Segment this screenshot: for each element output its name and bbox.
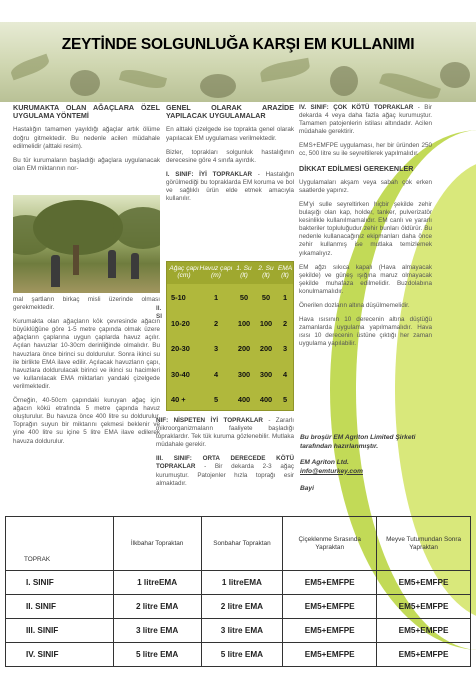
col3-paragraph-5: Önerilen dozların altına düşülmemelidir. bbox=[299, 301, 410, 309]
col2-heading: GENEL OLARAK ARAZİDE YAPILACAK UYGULAMALAR bbox=[166, 103, 294, 121]
class-4-text: IV. SINIF: ÇOK KÖTÜ TOPRAKLAR - Bir dekarda 4 veya daha fazla ağaç kurumuştur. Tamamen patojenlerin istilası altındadır. Acilen müdahale gerektirir. bbox=[299, 104, 433, 136]
schedule-row: II. SINIF 2 litre EMA 2 litre EMA EM5+EMFPE EM5+EMFPE bbox=[6, 595, 471, 619]
pool-table-header bbox=[167, 262, 293, 284]
dealer-label: Bayi bbox=[300, 485, 314, 492]
schedule-row: IV. SINIF 5 litre EMA 5 litre EMA EM5+EMFPE EM5+EMFPE bbox=[6, 643, 471, 667]
schedule-header-flowering: Çiçeklenme Sırasında Yapraktan bbox=[283, 517, 377, 571]
pool-header-pool: Havuz çapı (m) bbox=[199, 265, 233, 279]
column-1-cont bbox=[13, 296, 160, 452]
schedule-header-fruitset: Meyve Tutumundan Sonra Yapraktan bbox=[377, 517, 471, 571]
company-name: EM Agriton Ltd. bbox=[300, 459, 349, 466]
signature-block bbox=[300, 434, 435, 494]
col3-paragraph-2: Uygulamaları akşam veya sabah çok erken saatlerde yapınız. bbox=[299, 178, 432, 194]
column-3 bbox=[299, 104, 432, 354]
class-2-text: NIF: NİSPETEN İYİ TOPRAKLAR - Zararlı mikroorganizmaların faaliyete başladığı topraklardır. Tek tük kuruma gözlenebilir. Mutlaka müdahale gerekir. bbox=[156, 417, 295, 449]
column-2 bbox=[166, 104, 294, 209]
schedule-header-row bbox=[6, 517, 471, 571]
class-2-side-label: II. SI bbox=[156, 305, 162, 320]
application-schedule-table bbox=[5, 516, 471, 667]
schedule-corner-label: TOPRAK bbox=[6, 517, 114, 571]
schedule-row-label: I. SINIF bbox=[6, 571, 114, 595]
class-1-title: I. SINIF: İYİ TOPRAKLAR bbox=[166, 170, 253, 178]
col1-paragraph-3: mal şartların birkaç misli üzerinde olması gerekmektedir. bbox=[13, 296, 160, 312]
col3-paragraph-3: EM'yi sulle seyreltirken hiçbir şekilde zehir bulaşığı olan kap, holder, tanker, pulverizatör kesinlikle kullanılmamalıdır. EM canlı ve yararlı bakteriler topluluğudur zehir bunları öldürür. Bu nedenle kullanacağınız ekipmanları daha önce zehir kullanmış ise mutlaka temizlemek yıkamalıyız. bbox=[299, 200, 432, 257]
schedule-header-autumn: Sonbahar Topraktan bbox=[201, 517, 283, 571]
pool-row: 40 + 5 400 400 5 bbox=[171, 395, 288, 405]
schedule-row: III. SINIF 3 litre EMA 3 litre EMA EM5+EMFPE EM5+EMFPE bbox=[6, 619, 471, 643]
column-2-cont bbox=[156, 417, 294, 494]
schedule-header-spring: İlkbahar Topraktan bbox=[113, 517, 201, 571]
col1-paragraph-5: Örneğin, 40-50cm çapındaki kuruyan ağaç için ağacın kökü etrafında 5 metre çapında havuz oluşturulur. Bu havuza önce 400 litre su doldurulur. Toprağın suyun bir miktarını çekmesi beklenir ve yine 400 litre su içine 5 litre EMA ilave edilerek havuza doldurulur. bbox=[13, 397, 160, 445]
olive-banner bbox=[0, 22, 476, 102]
col2-paragraph-1: En alttaki çizelgede ise toprakta genel olarak yapılacak EM uygulaması verilmektedir. bbox=[166, 126, 294, 142]
company-email-link[interactable]: info@emturkey.com bbox=[300, 467, 363, 475]
pool-header-water2: 2. Su (lt) bbox=[258, 265, 274, 279]
schedule-row-label: II. SINIF bbox=[6, 595, 114, 619]
class-1-text: I. SINIF: İYİ TOPRAKLAR - Hastalığın görülmediği bu topraklarda EM koruma ve bol ve sağlıklı ürün elde etmek amacıyla kullanılır. bbox=[166, 170, 294, 203]
class-2-title: NIF: NİSPETEN İYİ TOPRAKLAR bbox=[156, 417, 263, 424]
class-3-title: III. SINIF: ORTA DERECEDE KÖTÜ TOPRAKLAR bbox=[156, 455, 294, 471]
col3-paragraph-4: EM ağzı sıkıca kapalı (Hava almayacak şekilde) ve güneş ışığına maruz olmayacak şekilde muhafaza edilmelidir. Buzdolabına konulmamalıdır. bbox=[299, 263, 432, 295]
schedule-row-label: III. SINIF bbox=[6, 619, 114, 643]
col1-paragraph-1: Hastalığın tamamen yayıldığı ağaçlar artık ölüme doğru gitmektedir. Bu nedenle acilen müdahale edilmelidir (alttaki resim). bbox=[13, 126, 160, 150]
schedule-row: I. SINIF 1 litreEMA 1 litreEMA EM5+EMFPE EM5+EMFPE bbox=[6, 571, 471, 595]
pool-header-tree: Ağaç çapı (cm) bbox=[169, 265, 199, 279]
col2-paragraph-2: Bizler, toprakları solgunluk hastalığının derecesine göre 4 sınıfa ayırdık. bbox=[166, 148, 294, 164]
column-1 bbox=[13, 104, 160, 173]
col3-paragraph-1: EMS+EMFPE uygulaması, her bir üründen 250 cc, 500 litre su ile seyreltilerek yapılmalıdır. bbox=[299, 142, 432, 158]
class-4-title: IV. SINIF: ÇOK KÖTÜ TOPRAKLAR bbox=[299, 104, 414, 111]
col1-heading: KURUMAKTA OLAN AĞAÇLARA ÖZEL UYGULAMA YÖNTEMİ bbox=[13, 103, 160, 121]
prepared-by-note: Bu broşür EM Agriton Limited Şirketi tarafından hazırlanmıştır. bbox=[300, 434, 416, 450]
col1-paragraph-4: Kurumakta olan ağaçların kök çevresinde ağacın büyüklüğüne göre 1-5 metre çapında olmak üzere ağaçların çaplarına uygun çaplarda havuz açılır. Açılan havuzlar 10-30cm derinliğinde olmalıdır. Bu havuzlara önce birinci su doldurulur. Sonra ikinci su ile birlikte EMA ilave edilir. Açılacak havuzların çapı, havuzlara doldurulacak birinci ve ikinci su hacimleri ve kullanılacak EMA miktarları yandaki çizelgede verilmektedir. bbox=[13, 318, 160, 390]
col3-paragraph-6: Hava ısısının 10 derecenin altına düştüğü zamanlarda uygulama yapılmamalıdır. Hava ısısı 10 derecenin üstüne çıktığı her zaman uygulama yapılabilir. bbox=[299, 316, 432, 348]
pool-row: 5-10 1 50 50 1 bbox=[171, 293, 288, 302]
page-title: ZEYTİNDE SOLGUNLUĞA KARŞI EM KULLANIMI bbox=[61, 36, 415, 53]
pool-row: 20-30 3 200 200 3 bbox=[171, 344, 288, 354]
col1-paragraph-2: Bu tür kurumaların başladığı ağaçlara uygulanacak olan EM miktarının nor- bbox=[13, 156, 160, 172]
olive-grove-photo bbox=[13, 195, 160, 293]
pool-header-ema: EMA (lt) bbox=[277, 265, 293, 279]
pool-row: 30-40 4 300 300 4 bbox=[171, 369, 288, 379]
pool-header-water1: 1. Su (lt) bbox=[236, 265, 252, 279]
pool-row: 10-20 2 100 100 2 bbox=[171, 318, 288, 328]
col3-heading: DİKKAT EDİLMESİ GEREKENLER bbox=[299, 163, 414, 173]
class-3-text: III. SINIF: ORTA DERECEDE KÖTÜ TOPRAKLAR - Bir dekarda 2-3 ağaç kurumuştur. Patojenler hızla toprağı esir almaktadır. bbox=[156, 455, 294, 487]
schedule-row-label: IV. SINIF bbox=[6, 643, 114, 667]
pool-size-table bbox=[166, 261, 294, 411]
